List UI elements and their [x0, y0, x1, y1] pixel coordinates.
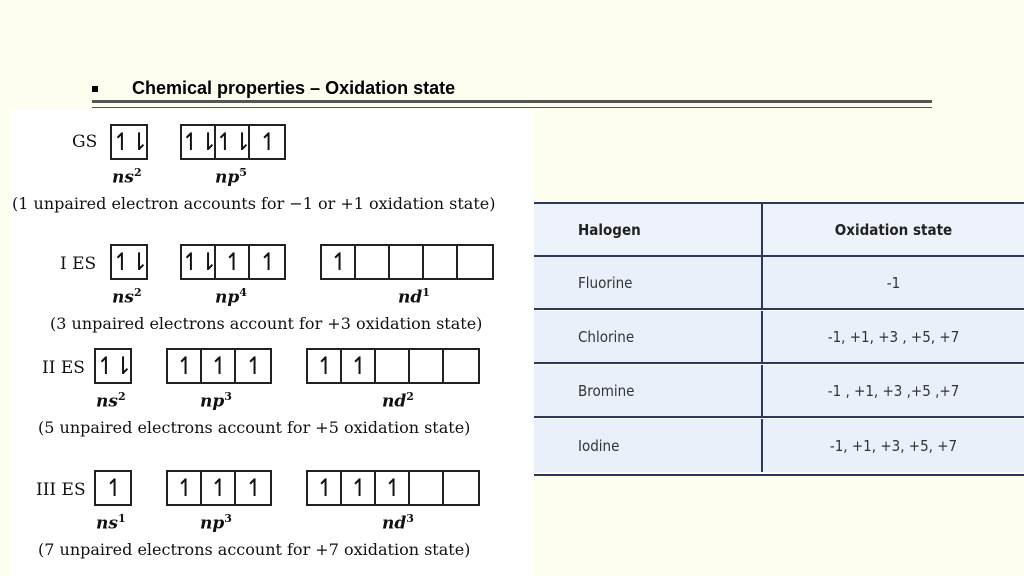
- orbital-box: ↿: [168, 350, 202, 382]
- orbital-box: ↿: [244, 352, 262, 380]
- halogen-cell: Chlorine: [578, 327, 635, 346]
- orbital-name: nd: [382, 391, 407, 412]
- config-ground-state: [10, 110, 534, 213]
- slide-header: [92, 78, 932, 110]
- orbital-box: [444, 350, 478, 382]
- orbital-name: np: [215, 287, 240, 308]
- orbital-box: ↿: [258, 248, 276, 276]
- oxidation-state-cell: -1, +1, +3 , +5, +7: [761, 311, 1024, 362]
- orbital-box: ↿: [258, 128, 276, 156]
- orbital-superscript: 2: [406, 390, 414, 403]
- orbital-boxes-nd: [320, 244, 494, 280]
- config-note: (5 unpaired electrons account for +5 oxidation state): [38, 418, 471, 437]
- orbital-box: ↿: [342, 472, 376, 504]
- orbital-box: ↿⇂: [180, 248, 216, 276]
- config-note: (1 unpaired electron accounts for −1 or +1 oxidation state): [12, 194, 496, 213]
- orbital-box: ↿: [342, 350, 376, 382]
- title-underline-thin: [92, 107, 932, 108]
- orbital-label-np: [200, 390, 232, 412]
- orbital-box: ↿: [322, 246, 356, 278]
- orbital-name: ns: [112, 167, 134, 188]
- orbital-box: [390, 246, 424, 278]
- orbital-box: ↿⇂: [95, 352, 131, 380]
- config-third-excited-state: [10, 464, 534, 564]
- orbital-box: ↿: [244, 474, 262, 502]
- orbital-superscript: 3: [406, 512, 414, 525]
- orbital-name: ns: [96, 391, 118, 412]
- orbital-boxes-ns: [94, 348, 132, 384]
- orbital-box: ↿: [168, 472, 202, 504]
- orbital-superscript: 3: [224, 512, 232, 525]
- orbital-box: ↿: [308, 350, 342, 382]
- orbital-superscript: 1: [422, 286, 430, 299]
- orbital-box: [424, 246, 458, 278]
- table-header-row: [534, 204, 1024, 257]
- orbital-name: np: [200, 391, 225, 412]
- orbital-label-ns: [96, 512, 126, 534]
- table-row: [534, 311, 1024, 364]
- oxidation-state-table: [534, 202, 1024, 476]
- orbital-box: [356, 246, 390, 278]
- halogen-cell: Fluorine: [578, 273, 633, 292]
- config-second-excited-state: [10, 344, 534, 444]
- orbital-box: ↿: [216, 246, 250, 278]
- orbital-label-np: [200, 512, 232, 534]
- orbital-box: [458, 246, 492, 278]
- orbital-superscript: 2: [133, 286, 142, 299]
- table-row: [534, 257, 1024, 310]
- orbital-box: ↿: [104, 474, 122, 502]
- config-note: (7 unpaired electrons account for +7 oxidation state): [38, 540, 471, 559]
- electron-configuration-diagram: [10, 110, 534, 576]
- orbital-box: ↿: [202, 472, 236, 504]
- table-row: [534, 365, 1024, 418]
- orbital-superscript: 1: [117, 512, 126, 525]
- state-label: II ES: [42, 358, 85, 378]
- orbital-label-nd: [382, 390, 414, 412]
- page-title: Chemical properties – Oxidation state: [132, 78, 456, 98]
- orbital-superscript: 4: [239, 286, 247, 299]
- orbital-box: [444, 472, 478, 504]
- orbital-name: ns: [96, 513, 118, 534]
- orbital-boxes-ns: [110, 244, 148, 280]
- orbital-box: ↿⇂: [111, 128, 147, 156]
- orbital-label-np: [215, 166, 247, 188]
- state-label: GS: [72, 132, 98, 152]
- orbital-label-np: [215, 286, 247, 308]
- orbital-box: [410, 350, 444, 382]
- column-header-halogen: Halogen: [578, 220, 641, 239]
- oxidation-state-cell: -1, +1, +3, +5, +7: [761, 419, 1024, 472]
- orbital-boxes-ns: [94, 470, 132, 506]
- orbital-boxes-np: [166, 348, 272, 384]
- orbital-boxes-np: [180, 124, 286, 160]
- orbital-name: nd: [398, 287, 423, 308]
- orbital-box: ↿⇂: [214, 128, 250, 156]
- orbital-boxes-ns: [110, 124, 148, 160]
- orbital-boxes-np: [166, 470, 272, 506]
- orbital-boxes-np: [180, 244, 286, 280]
- orbital-label-ns: [112, 286, 142, 308]
- orbital-name: np: [200, 513, 225, 534]
- orbital-label-nd: [398, 286, 430, 308]
- bullet-icon: [92, 86, 98, 92]
- state-label: III ES: [36, 480, 86, 500]
- oxidation-state-cell: -1: [761, 257, 1024, 308]
- state-label: I ES: [60, 254, 97, 274]
- orbital-boxes-nd: [306, 470, 480, 506]
- orbital-name: np: [215, 167, 240, 188]
- orbital-box: [376, 350, 410, 382]
- oxidation-state-cell: -1 , +1, +3 ,+5 ,+7: [761, 365, 1024, 416]
- orbital-box: ↿: [376, 472, 410, 504]
- orbital-box: ↿⇂: [180, 128, 216, 156]
- halogen-cell: Bromine: [578, 381, 635, 400]
- orbital-label-nd: [382, 512, 414, 534]
- config-note: (3 unpaired electrons account for +3 oxidation state): [50, 314, 483, 333]
- halogen-cell: Iodine: [578, 436, 620, 455]
- orbital-label-ns: [96, 390, 126, 412]
- orbital-superscript: 2: [133, 166, 142, 179]
- table-row: [534, 419, 1024, 472]
- orbital-name: nd: [382, 513, 407, 534]
- orbital-name: ns: [112, 287, 134, 308]
- orbital-box: ↿: [202, 350, 236, 382]
- orbital-boxes-nd: [306, 348, 480, 384]
- title-underline: [92, 100, 932, 103]
- orbital-superscript: 2: [117, 390, 126, 403]
- orbital-box: [410, 472, 444, 504]
- column-header-oxidation-state: Oxidation state: [761, 204, 1024, 255]
- orbital-label-ns: [112, 166, 142, 188]
- config-first-excited-state: [10, 232, 534, 332]
- orbital-superscript: 3: [224, 390, 232, 403]
- orbital-box: ↿: [308, 472, 342, 504]
- orbital-box: ↿⇂: [111, 248, 147, 276]
- orbital-superscript: 5: [239, 166, 247, 179]
